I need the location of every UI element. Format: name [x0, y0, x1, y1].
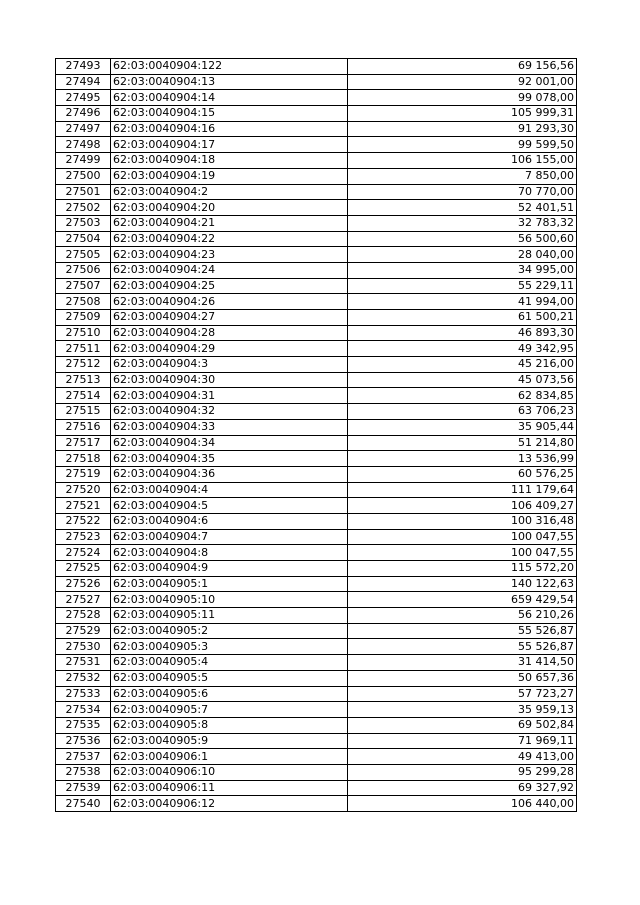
row-number-cell: 27523: [56, 529, 111, 545]
table-row: [56, 513, 577, 529]
row-number-cell: 27509: [56, 310, 111, 326]
table-row: [56, 372, 577, 388]
table-row: [56, 388, 577, 404]
table-row: [56, 404, 577, 420]
value-cell: 95 299,28: [348, 764, 577, 780]
value-cell: 140 122,63: [348, 576, 577, 592]
row-number-cell: 27497: [56, 121, 111, 137]
table-row: [56, 451, 577, 467]
table-row: [56, 717, 577, 733]
value-cell: 106 440,00: [348, 796, 577, 812]
value-cell: 100 316,48: [348, 513, 577, 529]
cadastral-number-cell: 62:03:0040904:29: [111, 341, 348, 357]
cadastral-number-cell: 62:03:0040904:33: [111, 419, 348, 435]
value-cell: 49 413,00: [348, 749, 577, 765]
table-row: [56, 325, 577, 341]
cadastral-number-cell: 62:03:0040905:11: [111, 608, 348, 624]
table-row: [56, 780, 577, 796]
value-cell: 100 047,55: [348, 545, 577, 561]
table-row: [56, 341, 577, 357]
cadastral-number-cell: 62:03:0040904:25: [111, 278, 348, 294]
row-number-cell: 27502: [56, 200, 111, 216]
value-cell: 115 572,20: [348, 561, 577, 577]
value-cell: 31 414,50: [348, 655, 577, 671]
table-row: [56, 310, 577, 326]
table-row: [56, 655, 577, 671]
cadastral-number-cell: 62:03:0040904:16: [111, 121, 348, 137]
value-cell: 106 409,27: [348, 498, 577, 514]
value-cell: 91 293,30: [348, 121, 577, 137]
cadastral-number-cell: 62:03:0040904:18: [111, 153, 348, 169]
value-cell: 28 040,00: [348, 247, 577, 263]
row-number-cell: 27537: [56, 749, 111, 765]
cadastral-number-cell: 62:03:0040905:4: [111, 655, 348, 671]
cadastral-number-cell: 62:03:0040905:2: [111, 623, 348, 639]
table-row: [56, 278, 577, 294]
table-row: [56, 561, 577, 577]
row-number-cell: 27534: [56, 702, 111, 718]
row-number-cell: 27513: [56, 372, 111, 388]
table-row: [56, 90, 577, 106]
table-row: [56, 106, 577, 122]
row-number-cell: 27536: [56, 733, 111, 749]
cadastral-number-cell: 62:03:0040904:3: [111, 357, 348, 373]
value-cell: 111 179,64: [348, 482, 577, 498]
cadastral-number-cell: 62:03:0040906:11: [111, 780, 348, 796]
row-number-cell: 27501: [56, 184, 111, 200]
value-cell: 41 994,00: [348, 294, 577, 310]
row-number-cell: 27517: [56, 435, 111, 451]
table-row: [56, 623, 577, 639]
cadastral-number-cell: 62:03:0040906:1: [111, 749, 348, 765]
table-row: [56, 749, 577, 765]
cadastral-value-table: [55, 58, 577, 812]
cadastral-number-cell: 62:03:0040905:9: [111, 733, 348, 749]
row-number-cell: 27498: [56, 137, 111, 153]
row-number-cell: 27530: [56, 639, 111, 655]
value-cell: 69 327,92: [348, 780, 577, 796]
table-row: [56, 200, 577, 216]
cadastral-number-cell: 62:03:0040906:10: [111, 764, 348, 780]
row-number-cell: 27499: [56, 153, 111, 169]
row-number-cell: 27520: [56, 482, 111, 498]
row-number-cell: 27533: [56, 686, 111, 702]
value-cell: 62 834,85: [348, 388, 577, 404]
table-row: [56, 184, 577, 200]
table-row: [56, 498, 577, 514]
row-number-cell: 27506: [56, 262, 111, 278]
row-number-cell: 27519: [56, 466, 111, 482]
value-cell: 35 905,44: [348, 419, 577, 435]
cadastral-number-cell: 62:03:0040905:8: [111, 717, 348, 733]
cadastral-number-cell: 62:03:0040904:122: [111, 59, 348, 75]
table-row: [56, 529, 577, 545]
row-number-cell: 27494: [56, 74, 111, 90]
value-cell: 100 047,55: [348, 529, 577, 545]
value-cell: 99 599,50: [348, 137, 577, 153]
row-number-cell: 27511: [56, 341, 111, 357]
value-cell: 35 959,13: [348, 702, 577, 718]
value-cell: 45 216,00: [348, 357, 577, 373]
value-cell: 52 401,51: [348, 200, 577, 216]
table-row: [56, 702, 577, 718]
value-cell: 32 783,32: [348, 215, 577, 231]
cadastral-number-cell: 62:03:0040904:24: [111, 262, 348, 278]
cadastral-number-cell: 62:03:0040904:26: [111, 294, 348, 310]
table-row: [56, 153, 577, 169]
table-row: [56, 545, 577, 561]
cadastral-number-cell: 62:03:0040905:10: [111, 592, 348, 608]
value-cell: 50 657,36: [348, 670, 577, 686]
row-number-cell: 27522: [56, 513, 111, 529]
table-body: [56, 59, 577, 812]
value-cell: 7 850,00: [348, 168, 577, 184]
row-number-cell: 27539: [56, 780, 111, 796]
cadastral-number-cell: 62:03:0040904:19: [111, 168, 348, 184]
cadastral-number-cell: 62:03:0040904:21: [111, 215, 348, 231]
row-number-cell: 27500: [56, 168, 111, 184]
table-row: [56, 435, 577, 451]
value-cell: 55 526,87: [348, 639, 577, 655]
row-number-cell: 27529: [56, 623, 111, 639]
value-cell: 51 214,80: [348, 435, 577, 451]
cadastral-number-cell: 62:03:0040904:28: [111, 325, 348, 341]
table-row: [56, 231, 577, 247]
value-cell: 56 500,60: [348, 231, 577, 247]
table-row: [56, 121, 577, 137]
value-cell: 56 210,26: [348, 608, 577, 624]
value-cell: 45 073,56: [348, 372, 577, 388]
value-cell: 46 893,30: [348, 325, 577, 341]
cadastral-number-cell: 62:03:0040904:14: [111, 90, 348, 106]
cadastral-number-cell: 62:03:0040904:8: [111, 545, 348, 561]
table-row: [56, 168, 577, 184]
cadastral-number-cell: 62:03:0040904:30: [111, 372, 348, 388]
row-number-cell: 27528: [56, 608, 111, 624]
table-row: [56, 592, 577, 608]
table-row: [56, 215, 577, 231]
table-row: [56, 74, 577, 90]
value-cell: 105 999,31: [348, 106, 577, 122]
cadastral-number-cell: 62:03:0040905:7: [111, 702, 348, 718]
table-row: [56, 764, 577, 780]
row-number-cell: 27495: [56, 90, 111, 106]
value-cell: 69 502,84: [348, 717, 577, 733]
table-row: [56, 294, 577, 310]
value-cell: 92 001,00: [348, 74, 577, 90]
table-row: [56, 137, 577, 153]
table-row: [56, 357, 577, 373]
cadastral-number-cell: 62:03:0040906:12: [111, 796, 348, 812]
cadastral-number-cell: 62:03:0040904:31: [111, 388, 348, 404]
table-row: [56, 247, 577, 263]
cadastral-number-cell: 62:03:0040904:7: [111, 529, 348, 545]
table-row: [56, 686, 577, 702]
cadastral-number-cell: 62:03:0040905:1: [111, 576, 348, 592]
cadastral-number-cell: 62:03:0040905:5: [111, 670, 348, 686]
value-cell: 60 576,25: [348, 466, 577, 482]
cadastral-number-cell: 62:03:0040904:35: [111, 451, 348, 467]
table-row: [56, 419, 577, 435]
cadastral-number-cell: 62:03:0040904:34: [111, 435, 348, 451]
row-number-cell: 27515: [56, 404, 111, 420]
cadastral-number-cell: 62:03:0040905:3: [111, 639, 348, 655]
cadastral-number-cell: 62:03:0040904:20: [111, 200, 348, 216]
row-number-cell: 27521: [56, 498, 111, 514]
cadastral-number-cell: 62:03:0040904:5: [111, 498, 348, 514]
cadastral-number-cell: 62:03:0040904:32: [111, 404, 348, 420]
table-row: [56, 482, 577, 498]
cadastral-number-cell: 62:03:0040904:17: [111, 137, 348, 153]
value-cell: 99 078,00: [348, 90, 577, 106]
value-cell: 106 155,00: [348, 153, 577, 169]
cadastral-number-cell: 62:03:0040904:15: [111, 106, 348, 122]
row-number-cell: 27512: [56, 357, 111, 373]
row-number-cell: 27538: [56, 764, 111, 780]
cadastral-number-cell: 62:03:0040904:27: [111, 310, 348, 326]
cadastral-number-cell: 62:03:0040904:22: [111, 231, 348, 247]
table-row: [56, 608, 577, 624]
row-number-cell: 27514: [56, 388, 111, 404]
row-number-cell: 27493: [56, 59, 111, 75]
table-row: [56, 576, 577, 592]
row-number-cell: 27505: [56, 247, 111, 263]
cadastral-number-cell: 62:03:0040904:36: [111, 466, 348, 482]
table-row: [56, 466, 577, 482]
value-cell: 71 969,11: [348, 733, 577, 749]
value-cell: 69 156,56: [348, 59, 577, 75]
table-row: [56, 639, 577, 655]
table-row: [56, 733, 577, 749]
row-number-cell: 27496: [56, 106, 111, 122]
cadastral-number-cell: 62:03:0040904:2: [111, 184, 348, 200]
row-number-cell: 27525: [56, 561, 111, 577]
cadastral-number-cell: 62:03:0040904:6: [111, 513, 348, 529]
value-cell: 659 429,54: [348, 592, 577, 608]
row-number-cell: 27507: [56, 278, 111, 294]
row-number-cell: 27527: [56, 592, 111, 608]
row-number-cell: 27508: [56, 294, 111, 310]
value-cell: 63 706,23: [348, 404, 577, 420]
row-number-cell: 27540: [56, 796, 111, 812]
value-cell: 55 526,87: [348, 623, 577, 639]
value-cell: 34 995,00: [348, 262, 577, 278]
cadastral-number-cell: 62:03:0040904:4: [111, 482, 348, 498]
cadastral-number-cell: 62:03:0040904:9: [111, 561, 348, 577]
table-row: [56, 796, 577, 812]
row-number-cell: 27510: [56, 325, 111, 341]
row-number-cell: 27526: [56, 576, 111, 592]
value-cell: 49 342,95: [348, 341, 577, 357]
row-number-cell: 27524: [56, 545, 111, 561]
row-number-cell: 27518: [56, 451, 111, 467]
row-number-cell: 27535: [56, 717, 111, 733]
value-cell: 57 723,27: [348, 686, 577, 702]
row-number-cell: 27532: [56, 670, 111, 686]
table-row: [56, 262, 577, 278]
value-cell: 55 229,11: [348, 278, 577, 294]
value-cell: 13 536,99: [348, 451, 577, 467]
row-number-cell: 27516: [56, 419, 111, 435]
cadastral-number-cell: 62:03:0040904:23: [111, 247, 348, 263]
cadastral-number-cell: 62:03:0040905:6: [111, 686, 348, 702]
value-cell: 70 770,00: [348, 184, 577, 200]
cadastral-number-cell: 62:03:0040904:13: [111, 74, 348, 90]
row-number-cell: 27504: [56, 231, 111, 247]
row-number-cell: 27531: [56, 655, 111, 671]
table-row: [56, 59, 577, 75]
value-cell: 61 500,21: [348, 310, 577, 326]
row-number-cell: 27503: [56, 215, 111, 231]
table-row: [56, 670, 577, 686]
